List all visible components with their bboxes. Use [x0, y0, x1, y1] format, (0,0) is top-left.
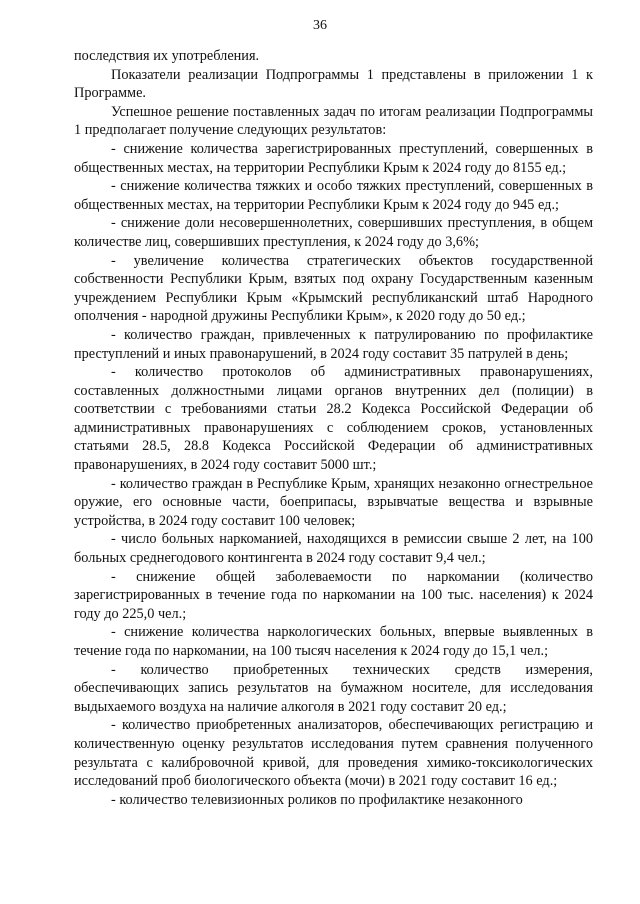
- list-item: - количество приобретенных анализаторов, обеспечивающих регистрацию и количественную оценку результатов исследования путем сравнения полученного результата с калибровочной кривой, для проведения химико-токсикологических исследований проб биологического объекта (мочи) в 2021 году составит 16 ед.;: [74, 717, 593, 790]
- list-item: - количество граждан в Республике Крым, хранящих незаконно огнестрельное оружие, его основные части, боеприпасы, взрывчатые вещества и взрывные устройства, в 2024 году составит 100 человек;: [74, 475, 593, 529]
- list-item: - количество граждан, привлеченных к патрулированию по профилактике преступлений и иных правонарушений, в 2024 году составит 35 патрулей в день;: [74, 326, 593, 362]
- list-item: - снижение общей заболеваемости по наркомании (количество зарегистрированных в течение года по наркомании на 100 тыс. населения) к 2024 году до 225,0 чел.;: [74, 568, 593, 622]
- paragraph: Успешное решение поставленных задач по итогам реализации Подпрограммы 1 предполагает получение следующих результатов:: [74, 103, 593, 139]
- list-item: - число больных наркоманией, находящихся в ремиссии свыше 2 лет, на 100 больных среднегодового контингента в 2024 году составит 9,4 чел.;: [74, 531, 593, 567]
- list-item: - увеличение количества стратегических объектов государственной собственности Республики Крым, взятых под охрану Государственным казенным учреждением Республики Крым «Крымский республиканский штаб Народного ополчения - народной дружины Республики Крым», к 2020 году до 50 ед.;: [74, 252, 593, 325]
- page-number: 36: [313, 18, 327, 33]
- list-item: - снижение количества зарегистрированных преступлений, совершенных в общественных местах, на территории Республики Крым к 2024 году до 8155 ед.;: [74, 140, 593, 176]
- document-body: [74, 47, 593, 809]
- list-item: - снижение количества тяжких и особо тяжких преступлений, совершенных в общественных местах, на территории Республики Крым к 2024 году до 945 ед.;: [74, 178, 593, 213]
- list-item: - снижение доли несовершеннолетних, совершивших преступления, в общем количестве лиц, совершивших преступления, к 2024 году до 3,6%;: [74, 215, 593, 250]
- paragraph: последствия их употребления.: [74, 48, 260, 64]
- list-item: - количество протоколов об административных правонарушениях, составленных должностными лицами органов внутренних дел (полиции) в соответствии с требованиями статьи 28.2 Кодекса Российской Федерации об административных правонарушениях с соблюдением сроков, установленных статьями 28.5, 28.8 Кодекса Российской Федерации об административных правонарушениях, в 2024 году составит 5000 шт.;: [74, 364, 593, 474]
- list-item: - количество приобретенных технических средств измерения, обеспечивающих запись результатов на бумажном носителе, для исследования выдыхаемого воздуха на наличие алкоголя в 2021 году составит 20 ед.;: [74, 661, 593, 715]
- list-item: - снижение количества наркологических больных, впервые выявленных в течение года по наркомании, на 100 тысяч населения к 2024 году до 15,1 чел.;: [74, 624, 593, 659]
- paragraph: Показатели реализации Подпрограммы 1 представлены в приложении 1 к Программе.: [74, 66, 593, 102]
- list-item: - количество телевизионных роликов по профилактике незаконного: [111, 791, 523, 808]
